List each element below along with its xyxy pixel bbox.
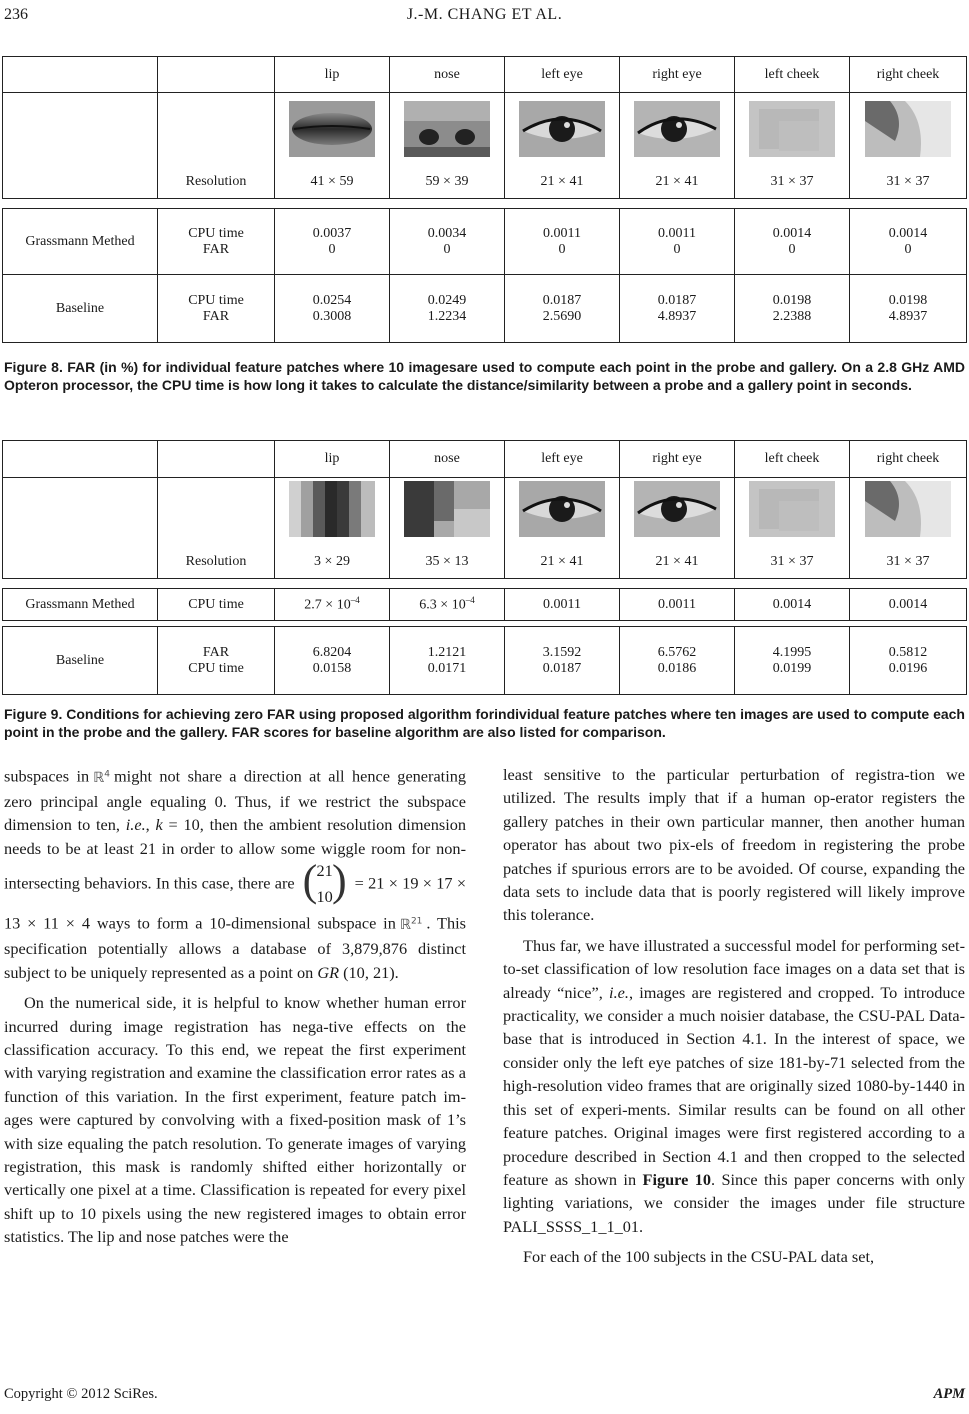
table1-header-row <box>3 57 967 93</box>
table1-res-nose: 59 × 39 <box>425 174 469 189</box>
table2-res-right-eye: 21 × 41 <box>655 554 699 569</box>
lip-patch-image <box>289 101 375 157</box>
table2-res-left-cheek: 31 × 37 <box>770 554 814 569</box>
cell: 1.2234 <box>427 308 467 324</box>
text: subspaces in <box>4 766 90 786</box>
cell: 0.0034 <box>427 225 467 241</box>
far-label: FAR <box>202 308 230 324</box>
table1-image-row <box>3 93 967 199</box>
table2-grassmann-label: Grassmann Methed <box>3 589 158 621</box>
right-column <box>503 763 965 1269</box>
exponent: –4 <box>465 595 475 606</box>
far-label: FAR <box>202 644 230 660</box>
table1-baseline-row <box>3 275 967 343</box>
left-cheek-patch-image-2 <box>749 481 835 537</box>
cell: 0.0171 <box>427 660 467 676</box>
text: . Since this paper concerns with only lighting variations, we consider the images under file structure PALI_SSSS_1_1_01. <box>503 1169 966 1236</box>
cell: 6.3 × 10 <box>419 597 466 613</box>
table2-grassmann-row <box>3 589 967 621</box>
figure-9-table <box>2 440 967 695</box>
table2-res-lip: 3 × 29 <box>314 554 350 569</box>
table1-col-right-cheek: right cheek <box>850 57 967 93</box>
table2-baseline-row <box>3 627 967 695</box>
journal-name: APM <box>933 1386 965 1402</box>
cell: 0.0011 <box>658 225 696 241</box>
cell: 0.0187 <box>542 292 582 308</box>
cell: 0.0014 <box>888 225 928 241</box>
cell: 2.5690 <box>542 308 582 324</box>
table1-col-left-cheek: left cheek <box>735 57 850 93</box>
paragraph: On the numerical side, it is helpful to know whether human error incurred during image registration has nega-tive effects on the classification accuracy. To this end, we repeat the first experiment with varying registration and examine the classification error rates as a function of this variation. In the first experiment, feature patch im-ages were captured by convolving with a fixed-position mask of 1’s with size equaling the patch resolution. To generate images of varying registration, this mask is randomly shifted either horizontally or vertically one pixel at a time. Classification is repeated for every pixel shift up to 10 pixels using the new registered images to obtain error statistics. The lip and nose patches were the <box>4 993 466 1247</box>
cell: 4.8937 <box>657 308 697 324</box>
text: Thus far, we have illustrated a successful model for performing set-to-set classification of low resolution face images on a data set that is already “nice”, <box>503 935 965 1002</box>
cell: 0.0198 <box>888 292 928 308</box>
text: (10, 21). <box>343 962 399 982</box>
cell: 0.0187 <box>657 292 697 308</box>
figure-8-caption: Figure 8. FAR (in %) for individual feature patches where 10 imagesare used to compute each point in the probe and gallery. On a 2.8 GHz AMD Opteron processor, the CPU time is how long it takes to calculate the distance/similarity between a probe and a gallery point in seconds. <box>4 359 965 393</box>
page-header <box>0 6 969 30</box>
cell: 0.0158 <box>312 660 352 676</box>
nose-lowres-patch-image <box>404 481 490 537</box>
cell: 0.5812 <box>888 644 928 660</box>
page-footer <box>4 1386 965 1403</box>
binom-bottom: 10 <box>316 887 333 907</box>
table2-res-right-cheek: 31 × 37 <box>886 554 930 569</box>
table2-image-row <box>3 478 967 579</box>
cell: 4.8937 <box>888 308 928 324</box>
binomial-coefficient: ( 21 10 ) <box>302 856 347 907</box>
cell: 0.0011 <box>505 589 620 621</box>
cpu-label: CPU time <box>188 292 244 308</box>
text: = 21 × 19 × 17 × 13 × 11 × 4 ways to form a 10-dimensional subspace in <box>4 874 467 933</box>
table1-res-lip: 41 × 59 <box>310 174 354 189</box>
table1-grassmann-row <box>3 209 967 275</box>
table2-col-nose: nose <box>390 441 505 478</box>
table1-res-left-cheek: 31 × 37 <box>770 174 814 189</box>
table2-resolution-label: Resolution <box>158 478 275 579</box>
real-numbers-symbol: ℝ$^4$ <box>93 769 110 786</box>
cell: 0.0196 <box>888 660 928 676</box>
cell: 4.1995 <box>772 644 812 660</box>
far-label: FAR <box>202 241 230 257</box>
lip-lowres-patch-image <box>289 481 375 537</box>
left-eye-patch-image-2 <box>519 481 605 537</box>
cell: 0.0014 <box>772 225 812 241</box>
table2-res-left-eye: 21 × 41 <box>540 554 584 569</box>
text: might not share a direction at all hence generating zero principal angle equaling 0. Thus, if we restrict the subspace dimension to ten, <box>4 766 467 835</box>
cell: 0.0199 <box>772 660 812 676</box>
right-eye-patch-image <box>634 101 720 157</box>
superscript: 21 <box>410 916 423 927</box>
table2-col-left-cheek: left cheek <box>735 441 850 478</box>
left-cheek-patch-image <box>749 101 835 157</box>
nose-patch-image <box>404 101 490 157</box>
cell: 0.0037 <box>312 225 352 241</box>
cell: 0.0186 <box>657 660 697 676</box>
table1-res-right-cheek: 31 × 37 <box>886 174 930 189</box>
paragraph <box>503 934 965 1238</box>
table1-col-lip: lip <box>275 57 390 93</box>
cell: 0 <box>328 241 336 257</box>
cell: 1.2121 <box>427 644 467 660</box>
right-cheek-patch-image <box>865 101 951 157</box>
table2-col-lip: lip <box>275 441 390 478</box>
cell: 0.0011 <box>543 225 581 241</box>
table1-res-right-eye: 21 × 41 <box>655 174 699 189</box>
cell: 3.1592 <box>542 644 582 660</box>
paragraph <box>4 763 466 984</box>
copyright-text: Copyright © 2012 SciRes. <box>4 1386 158 1402</box>
cell: 6.5762 <box>657 644 697 660</box>
text: k <box>155 815 163 835</box>
table2-col-left-eye: left eye <box>505 441 620 478</box>
cell: 0.0249 <box>427 292 467 308</box>
text: . This specification potentially allows a database of 3,879,876 distinct subject to be uniquely represented as a point on <box>4 913 466 982</box>
table2-baseline-label: Baseline <box>3 627 158 695</box>
text: i.e. <box>125 815 146 835</box>
table1-res-left-eye: 21 × 41 <box>540 174 584 189</box>
table1-col-right-eye: right eye <box>620 57 735 93</box>
cell: 2.2388 <box>772 308 812 324</box>
cell: 0 <box>443 241 451 257</box>
right-eye-patch-image-2 <box>634 481 720 537</box>
cpu-label: CPU time <box>158 589 275 621</box>
figure-8-table <box>2 56 967 343</box>
cpu-label: CPU time <box>188 225 244 241</box>
paragraph: For each of the 100 subjects in the CSU-PAL data set, <box>523 1247 875 1267</box>
cell: 0.0014 <box>850 589 967 621</box>
table1-baseline-label: Baseline <box>3 275 158 343</box>
cell: 0 <box>558 241 566 257</box>
left-eye-patch-image <box>519 101 605 157</box>
text: i.e. <box>609 982 629 1002</box>
table2-header-row <box>3 441 967 478</box>
table1-resolution-label: Resolution <box>158 93 275 199</box>
text: , images are registered and cropped. To introduce practicality, we consider a much noisier database, the CSU-PAL Data-base that is introduced in Section 4.1. In the interest of space, we consider only the left eye patches of size 181-by-71 selected from the high-resolution video frames that are originally sized 1080-by-1440 in this set of experi-ments. Similar results can be found on all other feature patches. Original images were first registered according to a procedure described in Section 4.1 and then cropped to the selected feature as shown in <box>503 982 965 1189</box>
figure-9-caption: Figure 9. Conditions for achieving zero FAR using proposed algorithm forindividual feature patches where ten images are used to compute each point in the probe and the gallery. FAR scores for baseline algorithm are also listed for comparison. <box>4 706 965 740</box>
text: = 10, then the ambient resolution dimension needs to be at least 21 in order to allow some wiggle room for non-intersecting behaviors. In this case, there are <box>4 815 467 894</box>
cell: 2.7 × 10 <box>304 597 351 613</box>
right-cheek-patch-image-2 <box>865 481 951 537</box>
cell: 0.0198 <box>772 292 812 308</box>
superscript: 4 <box>104 769 110 779</box>
cell: 0.0014 <box>735 589 850 621</box>
figure-reference: Figure 10 <box>642 1169 711 1189</box>
table2-res-nose: 35 × 13 <box>425 554 469 569</box>
text: GR <box>317 962 340 982</box>
cell: 0 <box>904 241 912 257</box>
left-column <box>4 763 466 1249</box>
cell: 0.0254 <box>312 292 352 308</box>
cell: 6.8204 <box>312 644 352 660</box>
binom-top: 21 <box>316 861 333 881</box>
table2-col-right-eye: right eye <box>620 441 735 478</box>
table1-col-nose: nose <box>390 57 505 93</box>
running-title: J.-M. CHANG ET AL. <box>406 6 563 23</box>
page-number: 236 <box>4 6 28 23</box>
cell: 0.0011 <box>620 589 735 621</box>
text: , <box>145 815 150 835</box>
table1-col-left-eye: left eye <box>505 57 620 93</box>
cell: 0.0187 <box>542 660 582 676</box>
table1-grassmann-label: Grassmann Methed <box>3 209 158 275</box>
cell: 0 <box>673 241 681 257</box>
cell: 0 <box>788 241 796 257</box>
exponent: –4 <box>350 595 360 606</box>
cpu-label: CPU time <box>188 660 244 676</box>
table2-col-right-cheek: right cheek <box>850 441 967 478</box>
paragraph: least sensitive to the particular perturbation of registra-tion we utilized. The results imply that if a human op-erator registers the gallery patches in their own particular manner, then another human operator has about two pix-els of freedom in registering the probe patches if spurious errors are to be avoided. Of course, expanding the data sets to include data that is poorly registered will likely improve this tolerance. <box>503 765 965 925</box>
real-numbers-symbol: ℝ$^{21}$ <box>399 916 423 933</box>
cell: 0.3008 <box>312 308 352 324</box>
